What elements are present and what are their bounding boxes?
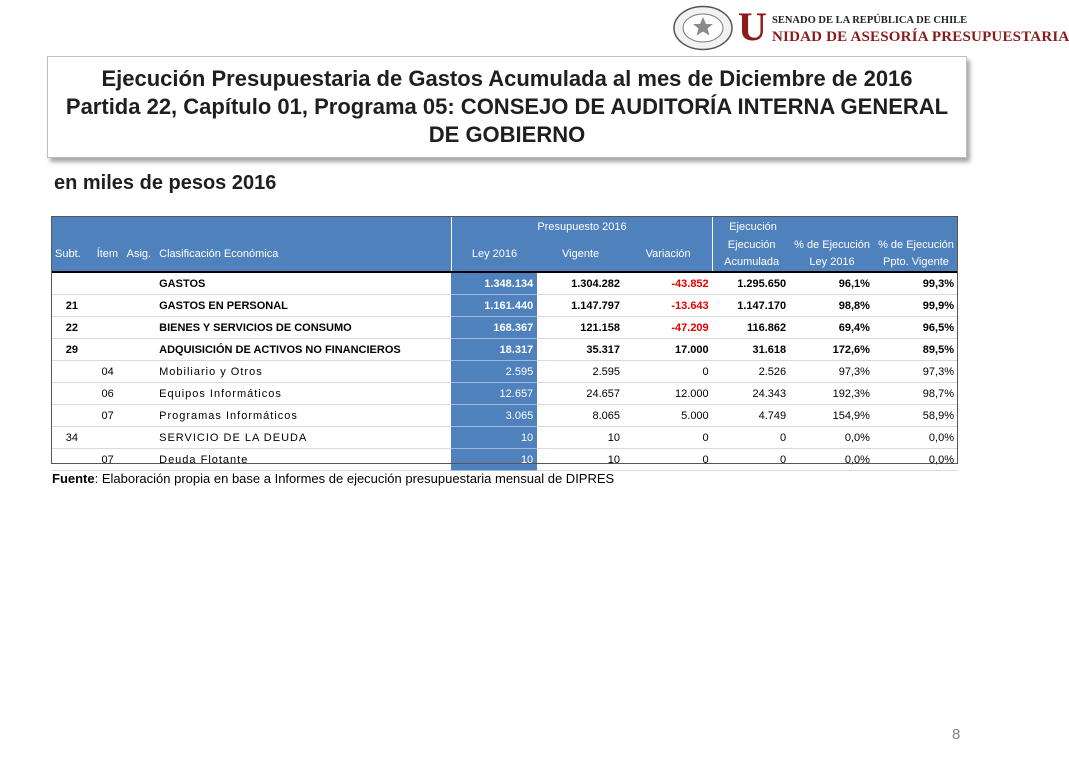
cell-item (93, 295, 123, 317)
cell-classification: BIENES Y SERVICIOS DE CONSUMO (155, 317, 451, 339)
cell-subt (51, 272, 93, 295)
cell-ejecucion: 1.295.650 (713, 272, 790, 295)
table-row (51, 272, 958, 295)
header-subt: Subt. (51, 237, 93, 272)
cell-subt (51, 383, 93, 405)
header-budget-group: Presupuesto 2016 (451, 216, 712, 237)
cell-variacion: 0 (624, 427, 713, 449)
cell-pct-ley: 154,9% (790, 405, 874, 427)
cell-subt (51, 449, 93, 471)
cell-pct-vigente: 96,5% (874, 317, 958, 339)
cell-asig (123, 272, 155, 295)
cell-ejecucion: 0 (713, 449, 790, 471)
senate-logo (672, 4, 1069, 51)
table-row (51, 361, 958, 383)
cell-variacion: -47.209 (624, 317, 713, 339)
page-number: 8 (952, 726, 961, 743)
cell-ley: 1.161.440 (451, 295, 537, 317)
table-row (51, 295, 958, 317)
cell-vigente: 8.065 (537, 405, 624, 427)
title-line-1: Ejecución Presupuestaria de Gastos Acumulada al mes de Diciembre de 2016 (101, 66, 913, 91)
cell-item (93, 317, 123, 339)
logo-unit-line: NIDAD DE ASESORÍA PRESUPUESTARIA (772, 29, 1069, 45)
header-ejecucion-line-1: Ejecución (727, 239, 776, 251)
header-variacion: Variación (624, 237, 713, 272)
cell-variacion: -13.643 (624, 295, 713, 317)
cell-vigente: 121.158 (537, 317, 624, 339)
cell-subt: 21 (51, 295, 93, 317)
cell-classification: SERVICIO DE LA DEUDA (155, 427, 451, 449)
header-pct-ley-line-2: Ley 2016 (809, 256, 855, 268)
header-pct-vigente-line-2: Ppto. Vigente (883, 256, 949, 268)
cell-subt (51, 405, 93, 427)
cell-ejecucion: 1.147.170 (713, 295, 790, 317)
cell-subt (51, 361, 93, 383)
cell-vigente: 35.317 (537, 339, 624, 361)
cell-ley: 3.065 (451, 405, 537, 427)
source-note (52, 471, 614, 486)
cell-item: 06 (93, 383, 123, 405)
cell-asig (123, 383, 155, 405)
cell-item: 04 (93, 361, 123, 383)
cell-vigente: 1.304.282 (537, 272, 624, 295)
table-header-row (51, 237, 958, 272)
header-pct-ley-line-1: % de Ejecución (794, 239, 870, 251)
cell-ejecucion: 0 (713, 427, 790, 449)
cell-pct-vigente: 89,5% (874, 339, 958, 361)
cell-classification: Equipos Informáticos (155, 383, 451, 405)
table-row (51, 405, 958, 427)
cell-pct-ley: 98,8% (790, 295, 874, 317)
cell-pct-ley: 0,0% (790, 427, 874, 449)
slide-title (47, 56, 967, 158)
title-line-2: Partida 22, Capítulo 01, Programa 05: CONSEJO DE AUDITORÍA INTERNA GENERAL (65, 94, 949, 119)
cell-asig (123, 317, 155, 339)
cell-ley: 2.595 (451, 361, 537, 383)
title-line-3: DE GOBIERNO (428, 122, 586, 147)
table-header-group-row (51, 216, 958, 237)
header-classification: Clasificación Económica (155, 237, 451, 272)
cell-ley: 10 (451, 427, 537, 449)
cell-asig (123, 449, 155, 471)
cell-ejecucion: 31.618 (713, 339, 790, 361)
cell-item (93, 339, 123, 361)
cell-ejecucion: 4.749 (713, 405, 790, 427)
cell-ley: 10 (451, 449, 537, 471)
cell-ejecucion: 2.526 (713, 361, 790, 383)
table-row (51, 427, 958, 449)
cell-vigente: 10 (537, 449, 624, 471)
cell-item: 07 (93, 449, 123, 471)
senate-seal-icon (672, 5, 734, 51)
cell-pct-vigente: 0,0% (874, 449, 958, 471)
cell-classification: Programas Informáticos (155, 405, 451, 427)
cell-pct-ley: 69,4% (790, 317, 874, 339)
cell-asig (123, 339, 155, 361)
cell-pct-vigente: 99,3% (874, 272, 958, 295)
logo-senate-line: SENADO DE LA REPÚBLICA DE CHILE (772, 15, 968, 26)
header-pct-vigente (874, 237, 958, 272)
cell-pct-vigente: 58,9% (874, 405, 958, 427)
header-ley: Ley 2016 (451, 237, 537, 272)
header-asig: Asig. (123, 237, 155, 272)
header-item: Ítem (93, 237, 123, 272)
cell-classification: Deuda Flotante (155, 449, 451, 471)
units-subtitle: en miles de pesos 2016 (54, 172, 277, 194)
source-text: : Elaboración propia en base a Informes de ejecución presupuestaria mensual de DIPRES (94, 471, 615, 486)
cell-classification: GASTOS (155, 272, 451, 295)
table-row (51, 449, 958, 471)
cell-vigente: 24.657 (537, 383, 624, 405)
budget-execution-table (51, 216, 958, 471)
cell-variacion: 0 (624, 361, 713, 383)
header-ejecucion-acumulada (713, 237, 790, 272)
cell-ley: 168.367 (451, 317, 537, 339)
cell-variacion: 5.000 (624, 405, 713, 427)
cell-item: 07 (93, 405, 123, 427)
table-row (51, 383, 958, 405)
cell-pct-ley: 0,0% (790, 449, 874, 471)
source-label: Fuente (52, 471, 95, 486)
cell-variacion: 17.000 (624, 339, 713, 361)
cell-classification: ADQUISICIÓN DE ACTIVOS NO FINANCIEROS (155, 339, 451, 361)
cell-asig (123, 427, 155, 449)
cell-pct-ley: 192,3% (790, 383, 874, 405)
header-execution-group: Ejecución (713, 216, 958, 237)
cell-vigente: 2.595 (537, 361, 624, 383)
table-row (51, 339, 958, 361)
cell-variacion: -43.852 (624, 272, 713, 295)
cell-pct-vigente: 98,7% (874, 383, 958, 405)
cell-item (93, 427, 123, 449)
cell-asig (123, 405, 155, 427)
cell-pct-vigente: 99,9% (874, 295, 958, 317)
cell-subt: 22 (51, 317, 93, 339)
cell-classification: Mobiliario y Otros (155, 361, 451, 383)
cell-ley: 12.657 (451, 383, 537, 405)
cell-variacion: 12.000 (624, 383, 713, 405)
cell-vigente: 10 (537, 427, 624, 449)
cell-subt: 29 (51, 339, 93, 361)
cell-asig (123, 361, 155, 383)
cell-ejecucion: 24.343 (713, 383, 790, 405)
header-vigente: Vigente (537, 237, 624, 272)
cell-pct-ley: 172,6% (790, 339, 874, 361)
cell-item (93, 272, 123, 295)
logo-initial: U (738, 4, 767, 49)
cell-pct-vigente: 97,3% (874, 361, 958, 383)
cell-vigente: 1.147.797 (537, 295, 624, 317)
cell-ejecucion: 116.862 (713, 317, 790, 339)
cell-ley: 1.348.134 (451, 272, 537, 295)
cell-subt: 34 (51, 427, 93, 449)
cell-classification: GASTOS EN PERSONAL (155, 295, 451, 317)
header-pct-vigente-line-1: % de Ejecución (878, 239, 954, 251)
cell-variacion: 0 (624, 449, 713, 471)
cell-asig (123, 295, 155, 317)
cell-pct-vigente: 0,0% (874, 427, 958, 449)
cell-pct-ley: 97,3% (790, 361, 874, 383)
cell-ley: 18.317 (451, 339, 537, 361)
header-ejecucion-line-2: Acumulada (724, 256, 780, 268)
header-pct-ley (790, 237, 874, 272)
cell-pct-ley: 96,1% (790, 272, 874, 295)
table-row (51, 317, 958, 339)
